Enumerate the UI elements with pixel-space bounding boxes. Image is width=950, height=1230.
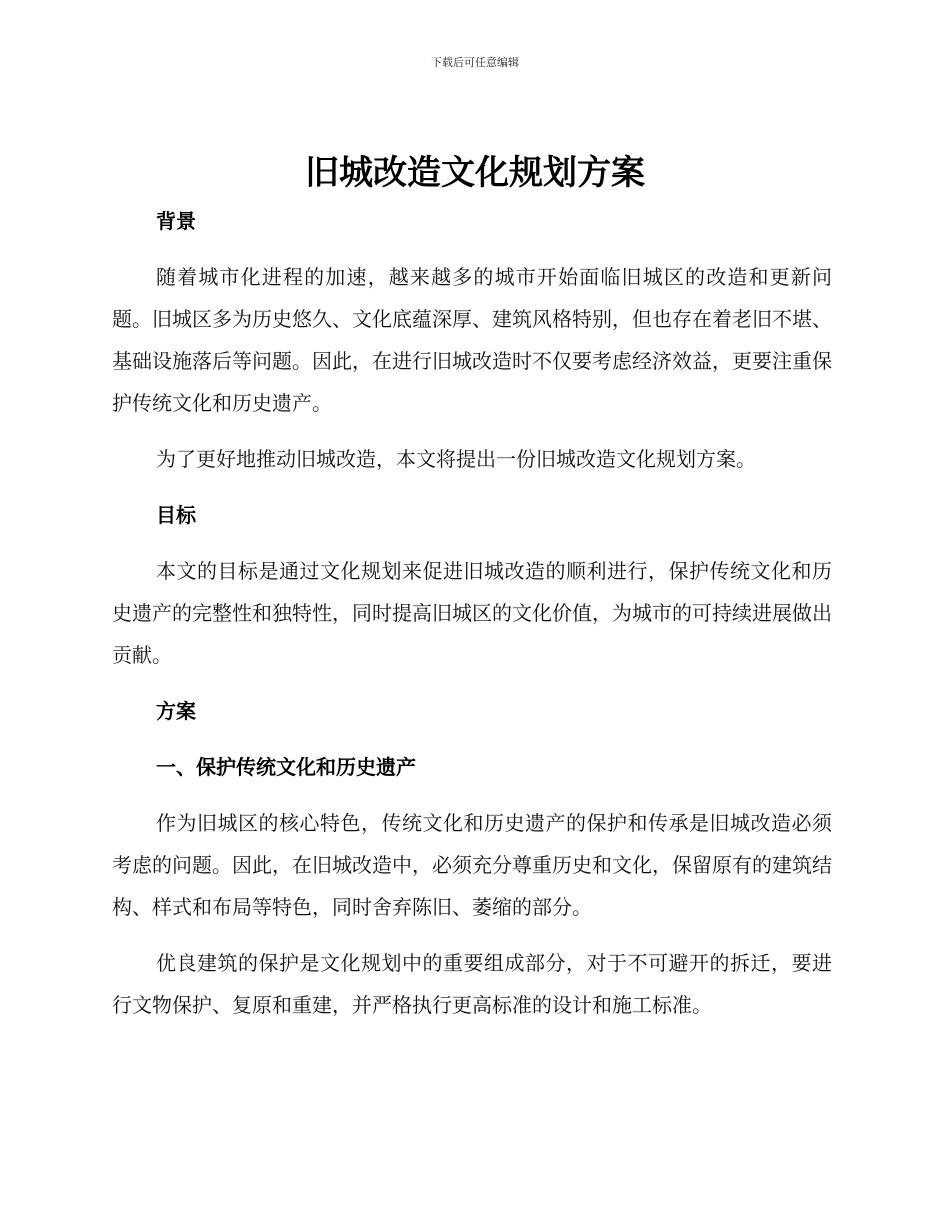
paragraph-plan-1: 作为旧城区的核心特色，传统文化和历史遗产的保护和传承是旧城改造必须考虑的问题。因此，在旧城改造中，必须充分尊重历史和文化，保留原有的建筑结构、样式和布局等特色，同时舍弃陈旧、萎缩的部分。 xyxy=(112,811,832,919)
document-title: 旧城改造文化规划方案 xyxy=(305,153,645,193)
subsection-heading-protect-heritage: 一、保护传统文化和历史遗产 xyxy=(156,755,416,779)
header-note: 下载后可任意编辑 xyxy=(431,56,519,69)
paragraph-plan-2: 优良建筑的保护是文化规划中的重要组成部分，对于不可避开的拆迁，要进行文物保护、复原和重建，并严格执行更高标准的设计和施工标准。 xyxy=(112,951,832,1017)
section-heading-plan: 方案 xyxy=(156,699,196,723)
document-body xyxy=(112,200,832,1026)
section-heading-background: 背景 xyxy=(156,209,196,233)
paragraph-background-1: 随着城市化进程的加速，越来越多的城市开始面临旧城区的改造和更新问题。旧城区多为历史悠久、文化底蕴深厚、建筑风格特别，但也存在着老旧不堪、基础设施落后等问题。因此，在进行旧城改造时不仅要考虑经济效益，更要注重保护传统文化和历史遗产。 xyxy=(112,265,832,415)
paragraph-goal-1: 本文的目标是通过文化规划来促进旧城改造的顺利进行，保护传统文化和历史遗产的完整性和独特性，同时提高旧城区的文化价值，为城市的可持续进展做出贡献。 xyxy=(112,559,832,667)
paragraph-background-2: 为了更好地推动旧城改造，本文将提出一份旧城改造文化规划方案。 xyxy=(156,447,756,471)
section-heading-goal: 目标 xyxy=(156,503,196,527)
